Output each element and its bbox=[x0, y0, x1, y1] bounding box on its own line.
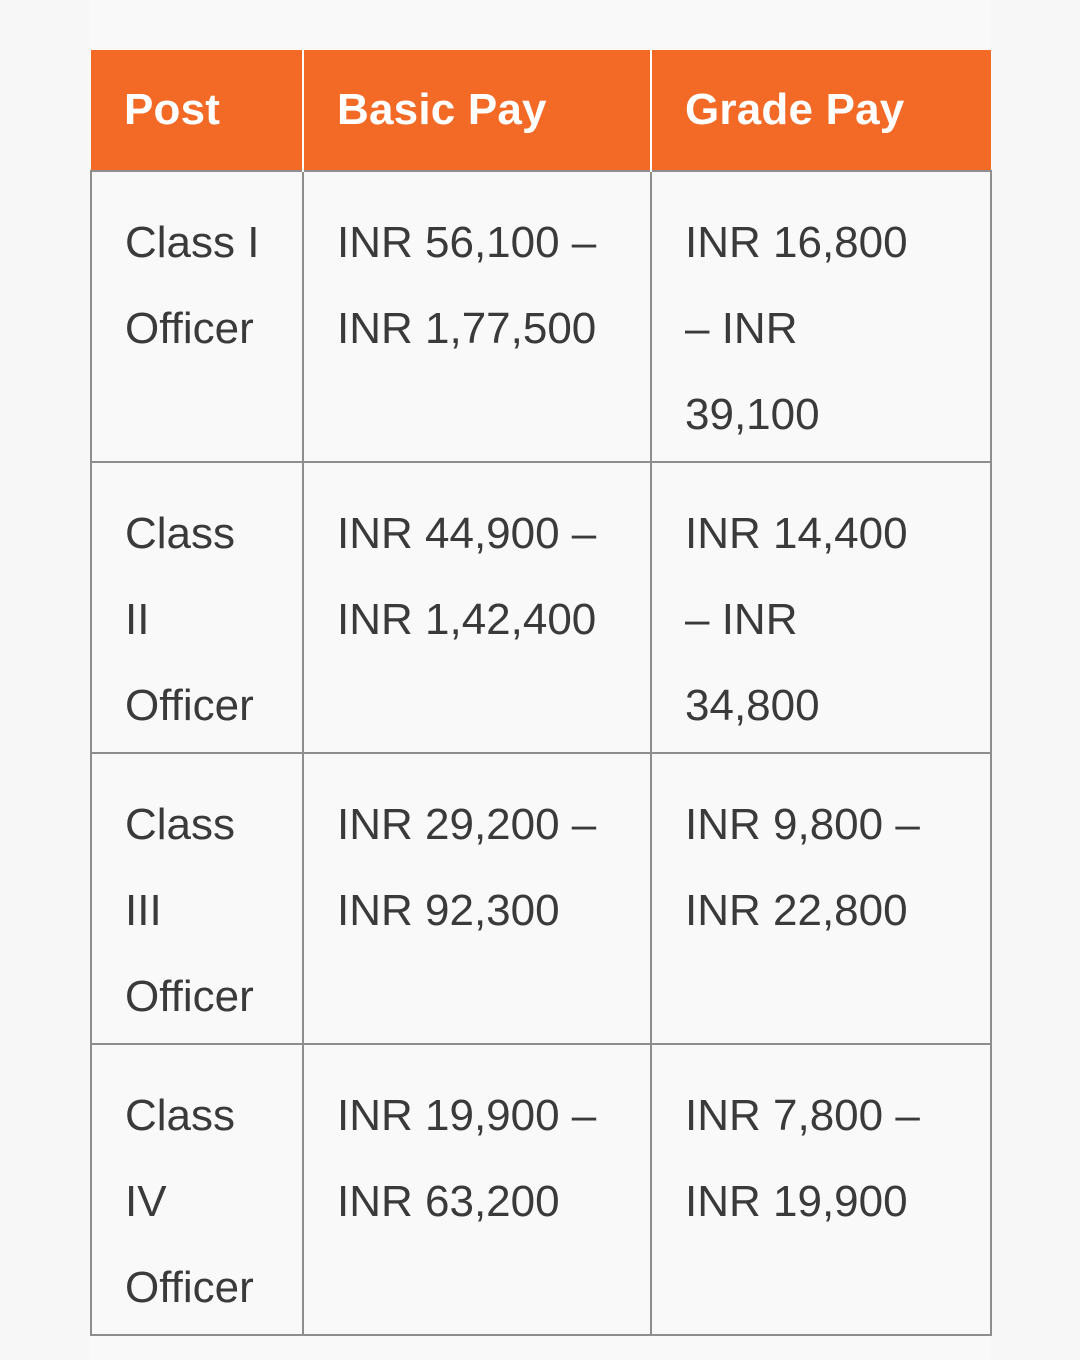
post-cell bbox=[91, 1044, 303, 1335]
grade-pay-cell bbox=[651, 171, 991, 462]
post-text-line: Class bbox=[125, 800, 236, 849]
grade-pay-text-line: INR 14,400 bbox=[685, 509, 908, 558]
header-row bbox=[91, 50, 991, 171]
table-row bbox=[91, 171, 991, 462]
post-text-line: Officer bbox=[125, 972, 254, 1021]
header-grade-pay: Grade Pay bbox=[651, 50, 991, 171]
post-text-line: II bbox=[125, 595, 150, 644]
post-text-line: IV bbox=[125, 1177, 167, 1226]
table-header bbox=[91, 50, 991, 171]
basic-pay-text-line: INR 19,900 – bbox=[337, 1091, 597, 1140]
basic-pay-text-line: INR 63,200 bbox=[337, 1177, 560, 1226]
post-text-line: Officer bbox=[125, 681, 254, 730]
post-text-line: Class bbox=[125, 509, 236, 558]
basic-pay-text-line: INR 29,200 – bbox=[337, 800, 597, 849]
post-text-line: III bbox=[125, 886, 162, 935]
basic-pay-text-line: INR 1,77,500 bbox=[337, 304, 597, 353]
post-cell bbox=[91, 753, 303, 1044]
post-cell bbox=[91, 171, 303, 462]
table-row bbox=[91, 1044, 991, 1335]
grade-pay-text-line: INR 7,800 – bbox=[685, 1091, 920, 1140]
grade-pay-cell bbox=[651, 1044, 991, 1335]
post-cell bbox=[91, 462, 303, 753]
grade-pay-text-line: INR 22,800 bbox=[685, 886, 908, 935]
grade-pay-text-line: – INR bbox=[685, 595, 798, 644]
grade-pay-text-line: 34,800 bbox=[685, 681, 820, 730]
grade-pay-cell bbox=[651, 753, 991, 1044]
post-text-line: Officer bbox=[125, 304, 254, 353]
grade-pay-text-line: – INR bbox=[685, 304, 798, 353]
basic-pay-text-line: INR 92,300 bbox=[337, 886, 560, 935]
table-row bbox=[91, 462, 991, 753]
basic-pay-cell bbox=[303, 171, 651, 462]
basic-pay-text-line: INR 1,42,400 bbox=[337, 595, 597, 644]
grade-pay-text-line: INR 19,900 bbox=[685, 1177, 908, 1226]
basic-pay-text-line: INR 56,100 – bbox=[337, 218, 597, 267]
header-basic-pay: Basic Pay bbox=[303, 50, 651, 171]
basic-pay-cell bbox=[303, 753, 651, 1044]
table-body bbox=[91, 171, 991, 1335]
post-text-line: Officer bbox=[125, 1263, 254, 1312]
basic-pay-cell bbox=[303, 1044, 651, 1335]
post-text-line: Class bbox=[125, 1091, 236, 1140]
post-text-line: Class I bbox=[125, 218, 260, 267]
grade-pay-text-line: INR 16,800 bbox=[685, 218, 908, 267]
header-post: Post bbox=[91, 50, 303, 171]
grade-pay-text-line: INR 9,800 – bbox=[685, 800, 920, 849]
table-row bbox=[91, 753, 991, 1044]
basic-pay-cell bbox=[303, 462, 651, 753]
grade-pay-text-line: 39,100 bbox=[685, 390, 820, 439]
pay-scale-table bbox=[90, 50, 992, 1336]
grade-pay-cell bbox=[651, 462, 991, 753]
basic-pay-text-line: INR 44,900 – bbox=[337, 509, 597, 558]
